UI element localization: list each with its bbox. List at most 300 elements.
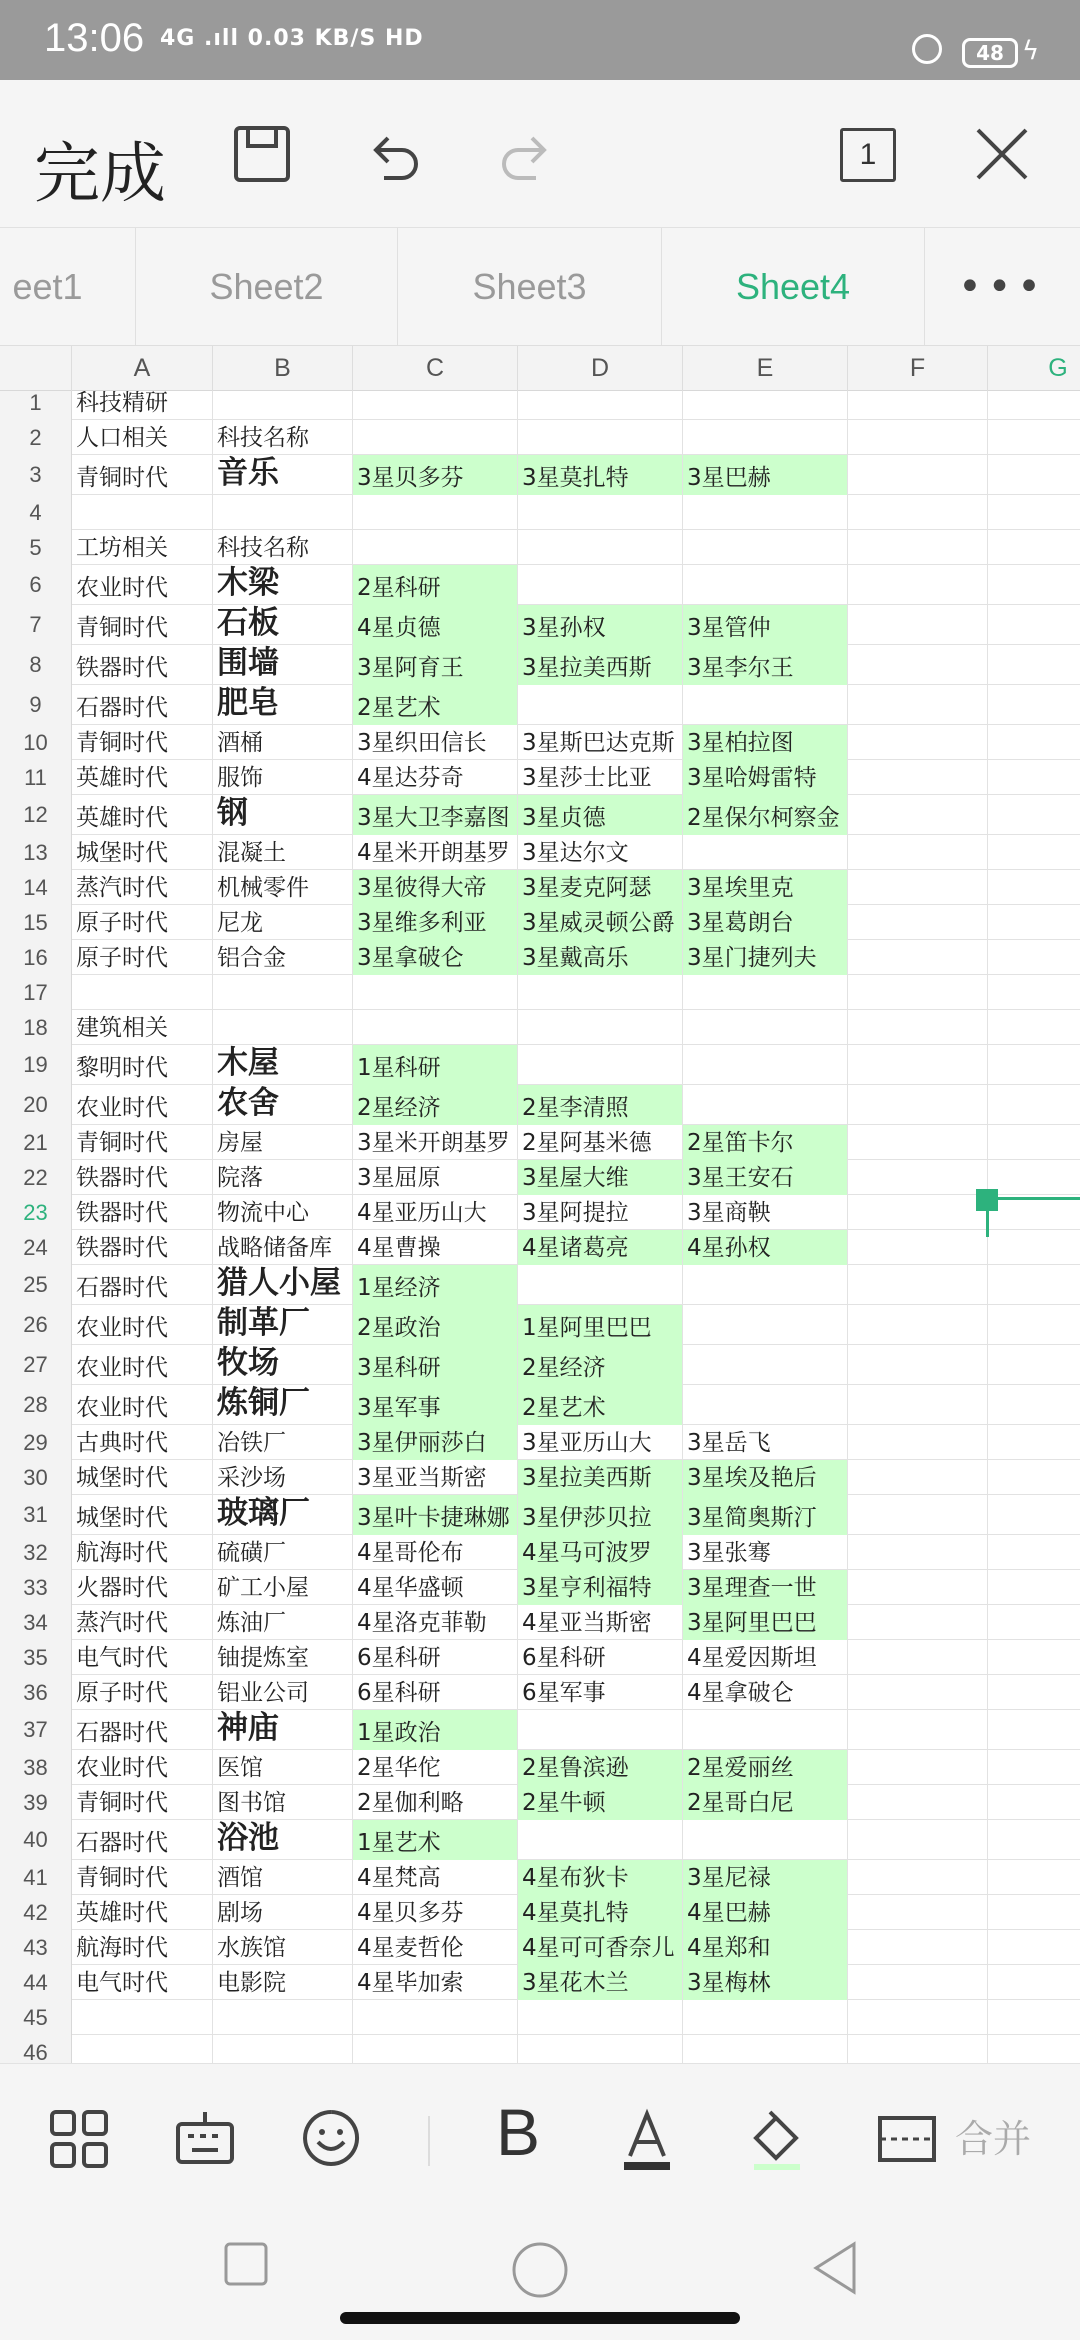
- cell-e[interactable]: 3星埃里克: [683, 870, 848, 905]
- cell-f[interactable]: [848, 1535, 988, 1570]
- cell-g[interactable]: [988, 1425, 1080, 1460]
- cell-c[interactable]: 2星艺术: [353, 685, 518, 725]
- cell-c[interactable]: 2星政治: [353, 1305, 518, 1345]
- cell-a[interactable]: 城堡时代: [72, 835, 213, 870]
- row-header[interactable]: 15: [0, 905, 72, 940]
- done-button[interactable]: 完成: [34, 135, 166, 212]
- row-header[interactable]: 32: [0, 1535, 72, 1570]
- cell-c[interactable]: 4星华盛顿: [353, 1570, 518, 1605]
- cell-a[interactable]: 英雄时代: [72, 760, 213, 795]
- row-header[interactable]: 14: [0, 870, 72, 905]
- cell-g[interactable]: [988, 1085, 1080, 1125]
- cell-b[interactable]: [213, 975, 353, 1010]
- cell-f[interactable]: [848, 1570, 988, 1605]
- cell-g[interactable]: [988, 760, 1080, 795]
- cell-e[interactable]: 3星张骞: [683, 1535, 848, 1570]
- cell-g[interactable]: [988, 1265, 1080, 1305]
- cell-a[interactable]: 石器时代: [72, 1820, 213, 1860]
- merge-label[interactable]: 合并: [955, 2117, 1032, 2161]
- cell-g[interactable]: [988, 1045, 1080, 1085]
- cell-b[interactable]: 尼龙: [213, 905, 353, 940]
- cell-f[interactable]: [848, 1640, 988, 1675]
- cell-e[interactable]: 4星孙权: [683, 1230, 848, 1265]
- cell-f[interactable]: [848, 760, 988, 795]
- cell-b[interactable]: 剧场: [213, 1895, 353, 1930]
- cell-f[interactable]: [848, 685, 988, 725]
- cell-f[interactable]: [848, 1385, 988, 1425]
- cell-b[interactable]: 采沙场: [213, 1460, 353, 1495]
- cell-a[interactable]: 建筑相关: [72, 1010, 213, 1045]
- back-icon[interactable]: [810, 2240, 860, 2296]
- cell-a[interactable]: 青铜时代: [72, 1125, 213, 1160]
- row-header[interactable]: 8: [0, 645, 72, 685]
- cell-c[interactable]: 4星哥伦布: [353, 1535, 518, 1570]
- cell-g[interactable]: [988, 1860, 1080, 1895]
- cell-e[interactable]: [683, 1010, 848, 1045]
- cell-b[interactable]: [213, 2035, 353, 2063]
- cell-d[interactable]: 3星斯巴达克斯: [518, 725, 683, 760]
- row-header[interactable]: 42: [0, 1895, 72, 1930]
- fill-color-icon[interactable]: [742, 2104, 812, 2174]
- row-header[interactable]: 43: [0, 1930, 72, 1965]
- cell-g[interactable]: [988, 605, 1080, 645]
- cell-f[interactable]: [848, 1785, 988, 1820]
- cell-e[interactable]: 3星李尔王: [683, 645, 848, 685]
- assistant-icon[interactable]: [296, 2104, 366, 2174]
- cell-c[interactable]: 2星经济: [353, 1085, 518, 1125]
- cell-b[interactable]: 木梁: [213, 565, 353, 605]
- cell-d[interactable]: 3星阿提拉: [518, 1195, 683, 1230]
- cell-e[interactable]: 3星埃及艳后: [683, 1460, 848, 1495]
- cell-e[interactable]: 4星拿破仑: [683, 1675, 848, 1710]
- cell-a[interactable]: 航海时代: [72, 1535, 213, 1570]
- cell-g[interactable]: [988, 1750, 1080, 1785]
- cell-a[interactable]: 农业时代: [72, 565, 213, 605]
- row-header[interactable]: 11: [0, 760, 72, 795]
- more-icon[interactable]: •••: [958, 264, 1047, 310]
- cell-a[interactable]: 农业时代: [72, 1385, 213, 1425]
- cell-g[interactable]: [988, 391, 1080, 420]
- cell-e[interactable]: [683, 1345, 848, 1385]
- cell-d[interactable]: 2星经济: [518, 1345, 683, 1385]
- cell-d[interactable]: 2星阿基米德: [518, 1125, 683, 1160]
- undo-icon[interactable]: [362, 122, 426, 186]
- cell-c[interactable]: 4星贝多芬: [353, 1895, 518, 1930]
- cell-a[interactable]: 农业时代: [72, 1750, 213, 1785]
- cell-b[interactable]: 石板: [213, 605, 353, 645]
- cell-b[interactable]: 图书馆: [213, 1785, 353, 1820]
- cell-g[interactable]: [988, 455, 1080, 495]
- cell-b[interactable]: 猎人小屋: [213, 1265, 353, 1305]
- cell-d[interactable]: [518, 391, 683, 420]
- cell-g[interactable]: [988, 1495, 1080, 1535]
- cell-d[interactable]: 3星贞德: [518, 795, 683, 835]
- cell-b[interactable]: 水族馆: [213, 1930, 353, 1965]
- row-header[interactable]: 33: [0, 1570, 72, 1605]
- cell-b[interactable]: 酒馆: [213, 1860, 353, 1895]
- cell-b[interactable]: 音乐: [213, 455, 353, 495]
- cell-g[interactable]: [988, 2035, 1080, 2063]
- cell-g[interactable]: [988, 1125, 1080, 1160]
- row-header[interactable]: 1: [0, 391, 72, 420]
- cell-c[interactable]: 4星达芬奇: [353, 760, 518, 795]
- cell-d[interactable]: 3星达尔文: [518, 835, 683, 870]
- cell-f[interactable]: [848, 1495, 988, 1535]
- cell-g[interactable]: [988, 940, 1080, 975]
- cell-f[interactable]: [848, 420, 988, 455]
- cell-b[interactable]: 牧场: [213, 1345, 353, 1385]
- cell-e[interactable]: 3星王安石: [683, 1160, 848, 1195]
- cell-b[interactable]: 炼油厂: [213, 1605, 353, 1640]
- cell-a[interactable]: 城堡时代: [72, 1495, 213, 1535]
- cell-b[interactable]: 神庙: [213, 1710, 353, 1750]
- cell-e[interactable]: [683, 1265, 848, 1305]
- cell-b[interactable]: [213, 391, 353, 420]
- cell-f[interactable]: [848, 1265, 988, 1305]
- cell-d[interactable]: 2星艺术: [518, 1385, 683, 1425]
- cell-e[interactable]: [683, 2035, 848, 2063]
- cell-d[interactable]: 3星花木兰: [518, 1965, 683, 2000]
- cell-g[interactable]: [988, 1895, 1080, 1930]
- cell-d[interactable]: [518, 1820, 683, 1860]
- cell-f[interactable]: [848, 1230, 988, 1265]
- cell-c[interactable]: 4星亚历山大: [353, 1195, 518, 1230]
- cell-d[interactable]: 3星伊莎贝拉: [518, 1495, 683, 1535]
- cell-f[interactable]: [848, 835, 988, 870]
- cell-c[interactable]: 3星阿育王: [353, 645, 518, 685]
- cell-d[interactable]: [518, 1265, 683, 1305]
- cell-a[interactable]: 石器时代: [72, 1710, 213, 1750]
- cell-g[interactable]: [988, 530, 1080, 565]
- cell-g[interactable]: [988, 685, 1080, 725]
- cell-f[interactable]: [848, 1125, 988, 1160]
- cell-d[interactable]: 1星阿里巴巴: [518, 1305, 683, 1345]
- cell-a[interactable]: 青铜时代: [72, 1785, 213, 1820]
- row-header[interactable]: 27: [0, 1345, 72, 1385]
- cell-b[interactable]: 制革厂: [213, 1305, 353, 1345]
- col-header-c[interactable]: C: [353, 346, 518, 391]
- cell-f[interactable]: [848, 725, 988, 760]
- cell-g[interactable]: [988, 1640, 1080, 1675]
- cell-f[interactable]: [848, 905, 988, 940]
- cell-a[interactable]: 铁器时代: [72, 1160, 213, 1195]
- cell-f[interactable]: [848, 1460, 988, 1495]
- cell-a[interactable]: 电气时代: [72, 1640, 213, 1675]
- cell-g[interactable]: [988, 1010, 1080, 1045]
- cell-c[interactable]: 1星经济: [353, 1265, 518, 1305]
- cell-g[interactable]: [988, 835, 1080, 870]
- row-header[interactable]: 21: [0, 1125, 72, 1160]
- cell-b[interactable]: [213, 2000, 353, 2035]
- cell-d[interactable]: 4星布狄卡: [518, 1860, 683, 1895]
- cell-g[interactable]: [988, 565, 1080, 605]
- cell-b[interactable]: 农舍: [213, 1085, 353, 1125]
- cell-d[interactable]: 3星屋大维: [518, 1160, 683, 1195]
- cell-c[interactable]: 3星叶卡捷琳娜: [353, 1495, 518, 1535]
- cell-e[interactable]: [683, 1045, 848, 1085]
- cell-c[interactable]: 4星梵高: [353, 1860, 518, 1895]
- cell-a[interactable]: [72, 2000, 213, 2035]
- cell-a[interactable]: 石器时代: [72, 685, 213, 725]
- row-header[interactable]: 46: [0, 2035, 72, 2063]
- row-header[interactable]: 25: [0, 1265, 72, 1305]
- cell-a[interactable]: 工坊相关: [72, 530, 213, 565]
- row-header[interactable]: 38: [0, 1750, 72, 1785]
- cell-f[interactable]: [848, 605, 988, 645]
- cell-e[interactable]: [683, 1710, 848, 1750]
- cell-d[interactable]: [518, 530, 683, 565]
- sheet-count-button[interactable]: 1: [840, 128, 896, 182]
- cell-e[interactable]: 3星梅林: [683, 1965, 848, 2000]
- cell-f[interactable]: [848, 1860, 988, 1895]
- cell-f[interactable]: [848, 1895, 988, 1930]
- cell-b[interactable]: 机械零件: [213, 870, 353, 905]
- cell-e[interactable]: 3星尼禄: [683, 1860, 848, 1895]
- cell-f[interactable]: [848, 1085, 988, 1125]
- cell-f[interactable]: [848, 1195, 988, 1230]
- cell-e[interactable]: [683, 975, 848, 1010]
- cell-g[interactable]: [988, 1385, 1080, 1425]
- cell-d[interactable]: 3星戴高乐: [518, 940, 683, 975]
- cell-b[interactable]: 物流中心: [213, 1195, 353, 1230]
- cell-e[interactable]: 2星笛卡尔: [683, 1125, 848, 1160]
- home-indicator[interactable]: [340, 2312, 740, 2324]
- cell-a[interactable]: 青铜时代: [72, 725, 213, 760]
- cell-c[interactable]: 2星伽利略: [353, 1785, 518, 1820]
- tab-sheet2[interactable]: Sheet2: [136, 228, 398, 346]
- cell-c[interactable]: 6星科研: [353, 1640, 518, 1675]
- cell-f[interactable]: [848, 565, 988, 605]
- font-color-icon[interactable]: [612, 2104, 682, 2174]
- cell-d[interactable]: 6星科研: [518, 1640, 683, 1675]
- cell-e[interactable]: [683, 495, 848, 530]
- row-header[interactable]: 18: [0, 1010, 72, 1045]
- cell-g[interactable]: [988, 420, 1080, 455]
- close-icon[interactable]: [970, 122, 1034, 186]
- cell-d[interactable]: 4星莫扎特: [518, 1895, 683, 1930]
- cell-b[interactable]: 冶铁厂: [213, 1425, 353, 1460]
- cell-g[interactable]: [988, 1345, 1080, 1385]
- col-header-b[interactable]: B: [213, 346, 353, 391]
- row-header[interactable]: 41: [0, 1860, 72, 1895]
- row-header[interactable]: 9: [0, 685, 72, 725]
- cell-g[interactable]: [988, 725, 1080, 760]
- row-header[interactable]: 29: [0, 1425, 72, 1460]
- row-header[interactable]: 16: [0, 940, 72, 975]
- row-header[interactable]: 17: [0, 975, 72, 1010]
- cell-e[interactable]: 3星商鞅: [683, 1195, 848, 1230]
- cell-a[interactable]: 青铜时代: [72, 605, 213, 645]
- col-header-e[interactable]: E: [683, 346, 848, 391]
- cell-a[interactable]: 古典时代: [72, 1425, 213, 1460]
- cell-a[interactable]: 铁器时代: [72, 1195, 213, 1230]
- cell-c[interactable]: 3星大卫李嘉图: [353, 795, 518, 835]
- cell-d[interactable]: 3星亚历山大: [518, 1425, 683, 1460]
- cell-f[interactable]: [848, 1750, 988, 1785]
- cell-f[interactable]: [848, 1930, 988, 1965]
- cell-c[interactable]: 4星毕加索: [353, 1965, 518, 2000]
- cell-f[interactable]: [848, 1425, 988, 1460]
- cell-f[interactable]: [848, 530, 988, 565]
- row-header[interactable]: 12: [0, 795, 72, 835]
- cell-c[interactable]: 3星维多利亚: [353, 905, 518, 940]
- cell-f[interactable]: [848, 495, 988, 530]
- cell-f[interactable]: [848, 391, 988, 420]
- cell-g[interactable]: [988, 975, 1080, 1010]
- cell-e[interactable]: 2星保尔柯察金: [683, 795, 848, 835]
- cell-f[interactable]: [848, 1965, 988, 2000]
- cell-c[interactable]: [353, 391, 518, 420]
- cell-g[interactable]: [988, 870, 1080, 905]
- cell-c[interactable]: 2星科研: [353, 565, 518, 605]
- cell-a[interactable]: 青铜时代: [72, 455, 213, 495]
- cell-d[interactable]: [518, 2000, 683, 2035]
- cell-b[interactable]: 酒桶: [213, 725, 353, 760]
- col-header-g[interactable]: G: [1048, 354, 1068, 382]
- row-header[interactable]: 10: [0, 725, 72, 760]
- row-header[interactable]: 30: [0, 1460, 72, 1495]
- cell-a[interactable]: 原子时代: [72, 940, 213, 975]
- cell-d[interactable]: 2星牛顿: [518, 1785, 683, 1820]
- apps-icon[interactable]: [44, 2104, 114, 2174]
- cell-b[interactable]: 战略储备库: [213, 1230, 353, 1265]
- cell-d[interactable]: [518, 1710, 683, 1750]
- cell-e[interactable]: 4星郑和: [683, 1930, 848, 1965]
- row-header[interactable]: 45: [0, 2000, 72, 2035]
- cell-a[interactable]: 石器时代: [72, 1265, 213, 1305]
- cell-c[interactable]: 3星织田信长: [353, 725, 518, 760]
- cell-f[interactable]: [848, 940, 988, 975]
- cell-d[interactable]: 3星亨利福特: [518, 1570, 683, 1605]
- row-header[interactable]: 23: [0, 1195, 72, 1230]
- cell-a[interactable]: [72, 2035, 213, 2063]
- cell-c[interactable]: 3星拿破仑: [353, 940, 518, 975]
- cell-c[interactable]: 3星彼得大帝: [353, 870, 518, 905]
- cell-a[interactable]: 英雄时代: [72, 1895, 213, 1930]
- col-header-f[interactable]: F: [848, 346, 988, 391]
- cell-a[interactable]: 城堡时代: [72, 1460, 213, 1495]
- cell-e[interactable]: 4星巴赫: [683, 1895, 848, 1930]
- cell-e[interactable]: [683, 1305, 848, 1345]
- row-header[interactable]: 3: [0, 455, 72, 495]
- cell-f[interactable]: [848, 2000, 988, 2035]
- cell-a[interactable]: 铁器时代: [72, 645, 213, 685]
- cell-e[interactable]: 2星哥白尼: [683, 1785, 848, 1820]
- cell-b[interactable]: 科技名称: [213, 530, 353, 565]
- cell-e[interactable]: [683, 1085, 848, 1125]
- cell-f[interactable]: [848, 1305, 988, 1345]
- cell-c[interactable]: [353, 1010, 518, 1045]
- row-header[interactable]: 6: [0, 565, 72, 605]
- row-header[interactable]: 28: [0, 1385, 72, 1425]
- cell-d[interactable]: 3星莎士比亚: [518, 760, 683, 795]
- cell-a[interactable]: 原子时代: [72, 1675, 213, 1710]
- recents-icon[interactable]: [222, 2240, 270, 2288]
- row-header[interactable]: 19: [0, 1045, 72, 1085]
- cell-c[interactable]: 3星贝多芬: [353, 455, 518, 495]
- cell-a[interactable]: 蒸汽时代: [72, 1605, 213, 1640]
- cell-g[interactable]: [988, 1460, 1080, 1495]
- cell-e[interactable]: 3星葛朗台: [683, 905, 848, 940]
- cell-c[interactable]: 3星屈原: [353, 1160, 518, 1195]
- cell-e[interactable]: [683, 530, 848, 565]
- cell-d[interactable]: 4星亚当斯密: [518, 1605, 683, 1640]
- cell-e[interactable]: [683, 1385, 848, 1425]
- cell-a[interactable]: 电气时代: [72, 1965, 213, 2000]
- cell-g[interactable]: [988, 1820, 1080, 1860]
- select-all-corner[interactable]: [0, 346, 72, 391]
- cell-b[interactable]: 矿工小屋: [213, 1570, 353, 1605]
- cell-c[interactable]: 4星洛克菲勒: [353, 1605, 518, 1640]
- cell-g[interactable]: [988, 1605, 1080, 1640]
- cell-c[interactable]: 6星科研: [353, 1675, 518, 1710]
- cell-e[interactable]: 3星简奥斯汀: [683, 1495, 848, 1535]
- cell-a[interactable]: [72, 495, 213, 530]
- row-header[interactable]: 2: [0, 420, 72, 455]
- cell-g[interactable]: [988, 645, 1080, 685]
- cell-f[interactable]: [848, 1345, 988, 1385]
- cell-a[interactable]: 英雄时代: [72, 795, 213, 835]
- cell-c[interactable]: 1星科研: [353, 1045, 518, 1085]
- cell-c[interactable]: [353, 2035, 518, 2063]
- cell-f[interactable]: [848, 975, 988, 1010]
- col-header-d[interactable]: D: [518, 346, 683, 391]
- cell-f[interactable]: [848, 1710, 988, 1750]
- home-icon[interactable]: [510, 2240, 570, 2300]
- cell-g[interactable]: [988, 1965, 1080, 2000]
- cell-d[interactable]: 3星孙权: [518, 605, 683, 645]
- cell-b[interactable]: 铝业公司: [213, 1675, 353, 1710]
- cell-e[interactable]: 3星阿里巴巴: [683, 1605, 848, 1640]
- cell-d[interactable]: 3星威灵顿公爵: [518, 905, 683, 940]
- row-header[interactable]: 4: [0, 495, 72, 530]
- cell-g[interactable]: [988, 1570, 1080, 1605]
- cell-f[interactable]: [848, 1675, 988, 1710]
- cell-c[interactable]: [353, 530, 518, 565]
- cell-g[interactable]: [988, 1675, 1080, 1710]
- cell-g[interactable]: [988, 2000, 1080, 2035]
- cell-a[interactable]: 农业时代: [72, 1085, 213, 1125]
- cell-d[interactable]: [518, 495, 683, 530]
- cell-e[interactable]: 3星巴赫: [683, 455, 848, 495]
- keyboard-icon[interactable]: [170, 2104, 240, 2174]
- cell-e[interactable]: [683, 1820, 848, 1860]
- cell-e[interactable]: 3星哈姆雷特: [683, 760, 848, 795]
- cell-a[interactable]: 农业时代: [72, 1345, 213, 1385]
- cell-b[interactable]: 钢: [213, 795, 353, 835]
- cell-c[interactable]: 3星米开朗基罗: [353, 1125, 518, 1160]
- cell-f[interactable]: [848, 2035, 988, 2063]
- cell-g[interactable]: [988, 1785, 1080, 1820]
- cell-f[interactable]: [848, 645, 988, 685]
- cell-b[interactable]: [213, 495, 353, 530]
- save-icon[interactable]: [230, 122, 294, 186]
- cell-b[interactable]: 铀提炼室: [213, 1640, 353, 1675]
- cell-f[interactable]: [848, 795, 988, 835]
- cell-b[interactable]: 科技名称: [213, 420, 353, 455]
- cell-a[interactable]: 黎明时代: [72, 1045, 213, 1085]
- cell-c[interactable]: 1星艺术: [353, 1820, 518, 1860]
- cell-c[interactable]: 3星亚当斯密: [353, 1460, 518, 1495]
- cell-b[interactable]: 玻璃厂: [213, 1495, 353, 1535]
- cell-a[interactable]: 农业时代: [72, 1305, 213, 1345]
- cell-e[interactable]: [683, 565, 848, 605]
- cell-b[interactable]: 围墙: [213, 645, 353, 685]
- cell-f[interactable]: [848, 1820, 988, 1860]
- row-header[interactable]: 37: [0, 1710, 72, 1750]
- cell-a[interactable]: 铁器时代: [72, 1230, 213, 1265]
- cell-c[interactable]: [353, 975, 518, 1010]
